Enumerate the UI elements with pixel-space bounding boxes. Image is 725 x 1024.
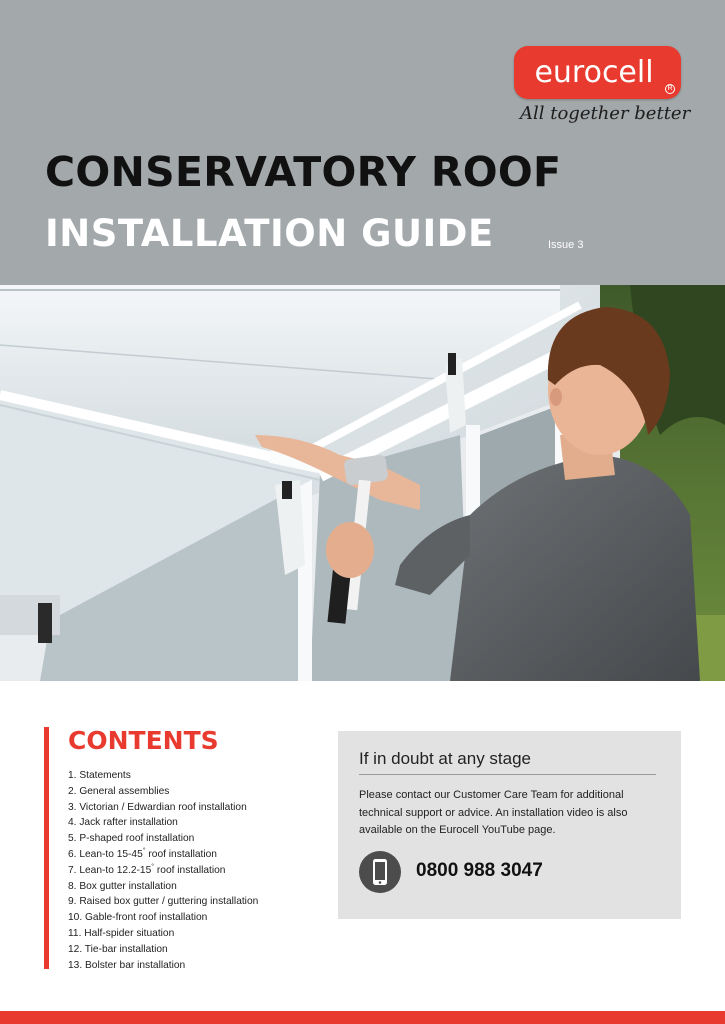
degree-symbol: ° — [142, 847, 146, 855]
registered-mark: R — [665, 84, 675, 94]
contents-item-label: 9. Raised box gutter / guttering installation — [68, 896, 259, 908]
help-box-divider — [359, 774, 656, 775]
contents-item-label: 1. Statements — [68, 770, 131, 781]
mobile-phone-icon — [359, 851, 401, 893]
contents-item — [68, 831, 258, 847]
contents-item — [68, 800, 258, 816]
contents-item — [68, 863, 258, 879]
contents-item-label: 13. Bolster bar installation — [68, 959, 186, 971]
title-line-1: CONSERVATORY ROOF — [45, 148, 562, 196]
contents-item-label: 2. General assemblies — [68, 785, 170, 797]
contents-item — [68, 910, 258, 926]
contents-accent-bar — [44, 727, 49, 969]
help-box-body: Please contact our Customer Care Team for additional technical support or advice. An installation video is also available on the Eurocell YouTube page. — [359, 789, 628, 836]
contents-item-label: 7. Lean-to 12.2-15 — [68, 864, 152, 876]
contents-item — [68, 847, 258, 863]
footer-accent-bar — [0, 1011, 725, 1024]
contents-item-label: 5. P-shaped roof installation — [68, 833, 195, 845]
eurocell-logo — [514, 46, 681, 99]
contents-item — [68, 815, 258, 831]
issue-label: Issue 3 — [548, 239, 584, 251]
contents-item — [68, 768, 258, 784]
contents-item — [68, 879, 258, 895]
installer-roof-photo — [0, 285, 725, 681]
logo-text: eurocell — [534, 55, 654, 90]
help-box — [338, 731, 681, 919]
help-box-title: If in doubt at any stage — [359, 749, 532, 768]
contents-item-label: 12. Tie-bar installation — [68, 943, 168, 955]
contents-list — [68, 768, 258, 973]
degree-symbol: ° — [151, 863, 155, 871]
contents-item-label: 10. Gable-front roof installation — [68, 912, 208, 924]
contents-item — [68, 894, 258, 910]
contents-item-label: 11. Half-spider situation — [68, 927, 175, 939]
title-line-2: INSTALLATION GUIDE — [45, 212, 494, 255]
cover-header — [0, 0, 725, 285]
contents-item-label: 3. Victorian / Edwardian roof installation — [68, 801, 247, 813]
contents-item — [68, 942, 258, 958]
contents-item-label: 4. Jack rafter installation — [68, 817, 178, 829]
contents-heading: CONTENTS — [68, 726, 219, 755]
phone-number-link[interactable]: 0800 988 3047 — [416, 860, 543, 881]
contents-item — [68, 958, 258, 974]
contents-item — [68, 784, 258, 800]
contents-item-label: 6. Lean-to 15-45 — [68, 848, 143, 860]
brand-tagline: All together better — [520, 103, 691, 124]
contents-item-suffix: roof installation — [154, 864, 226, 876]
contents-item-label: 8. Box gutter installation — [68, 880, 177, 892]
contents-item — [68, 926, 258, 942]
contents-item-suffix: roof installation — [145, 848, 217, 860]
